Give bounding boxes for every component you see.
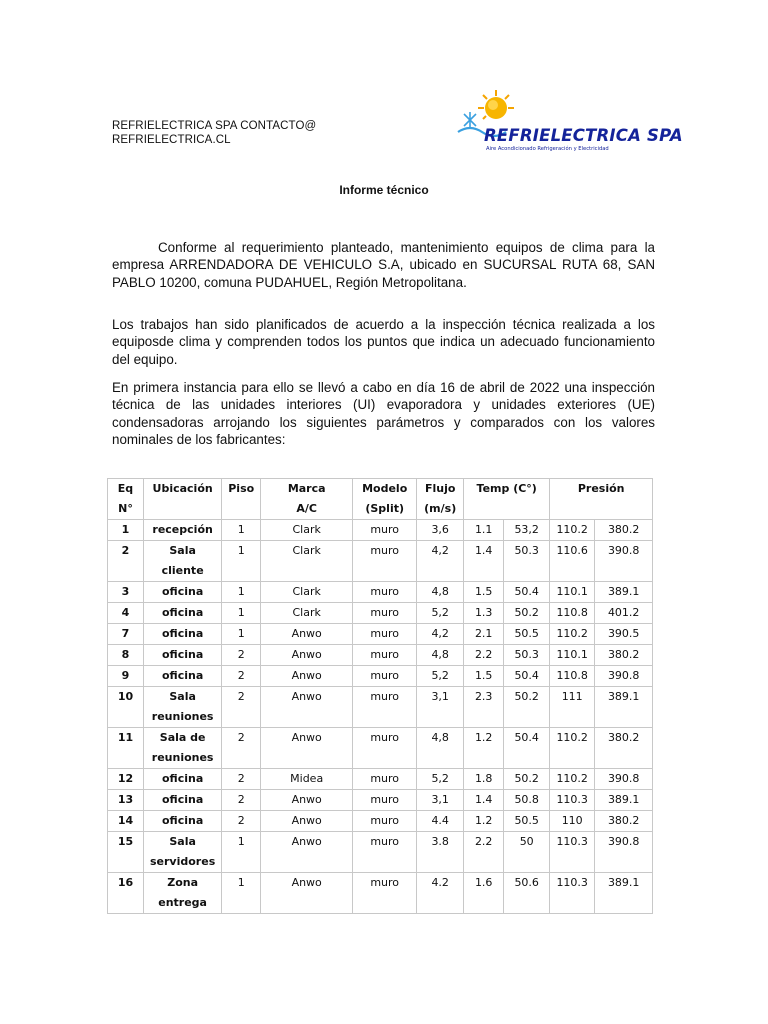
cell-modelo: muro xyxy=(353,520,417,541)
cell-ubicacion: oficina xyxy=(144,769,222,790)
cell-piso: 1 xyxy=(222,832,261,873)
table-row xyxy=(108,520,653,541)
cell-modelo: muro xyxy=(353,769,417,790)
cell-marca: Clark xyxy=(261,520,353,541)
cell-ubicacion: oficina xyxy=(144,811,222,832)
cell-marca: Anwo xyxy=(261,666,353,687)
header-flujo: Flujo (m/s) xyxy=(417,479,464,520)
cell-piso: 2 xyxy=(222,687,261,728)
cell-temp-2: 50 xyxy=(504,832,550,873)
cell-eq: 11 xyxy=(108,728,144,769)
cell-marca: Anwo xyxy=(261,624,353,645)
contact-block xyxy=(112,119,316,147)
cell-presion-2: 380.2 xyxy=(595,811,653,832)
cell-ubicacion: oficina xyxy=(144,790,222,811)
cell-ubicacion: Sala de reuniones xyxy=(144,728,222,769)
cell-modelo: muro xyxy=(353,873,417,914)
header-piso: Piso xyxy=(222,479,261,520)
cell-ubicacion: Sala cliente xyxy=(144,541,222,582)
cell-marca: Anwo xyxy=(261,687,353,728)
cell-presion-1: 110.1 xyxy=(550,582,595,603)
cell-flujo: 5,2 xyxy=(417,769,464,790)
cell-eq: 1 xyxy=(108,520,144,541)
cell-marca: Anwo xyxy=(261,811,353,832)
cell-marca: Anwo xyxy=(261,728,353,769)
cell-eq: 16 xyxy=(108,873,144,914)
cell-eq: 3 xyxy=(108,582,144,603)
cell-presion-2: 390.8 xyxy=(595,769,653,790)
table-row xyxy=(108,832,653,873)
cell-ubicacion: Zona entrega xyxy=(144,873,222,914)
company-logo xyxy=(456,88,683,160)
cell-flujo: 3,6 xyxy=(417,520,464,541)
cell-flujo: 5,2 xyxy=(417,603,464,624)
cell-marca: Anwo xyxy=(261,873,353,914)
logo-name: REFRIELECTRICA SPA xyxy=(484,126,683,145)
cell-ubicacion: oficina xyxy=(144,666,222,687)
cell-temp-1: 2.2 xyxy=(464,645,504,666)
cell-presion-2: 389.1 xyxy=(595,790,653,811)
cell-flujo: 4,2 xyxy=(417,541,464,582)
parameters-table xyxy=(107,478,653,914)
cell-presion-1: 110.2 xyxy=(550,624,595,645)
cell-temp-1: 1.1 xyxy=(464,520,504,541)
cell-presion-1: 111 xyxy=(550,687,595,728)
cell-temp-2: 50.2 xyxy=(504,769,550,790)
table-row xyxy=(108,541,653,582)
cell-ubicacion: oficina xyxy=(144,645,222,666)
cell-temp-2: 50.3 xyxy=(504,541,550,582)
cell-temp-2: 50.4 xyxy=(504,582,550,603)
cell-ubicacion: oficina xyxy=(144,603,222,624)
cell-modelo: muro xyxy=(353,728,417,769)
cell-presion-1: 110.3 xyxy=(550,790,595,811)
cell-presion-2: 401.2 xyxy=(595,603,653,624)
cell-flujo: 3,1 xyxy=(417,790,464,811)
table-header-row xyxy=(108,479,653,520)
cell-ubicacion: recepción xyxy=(144,520,222,541)
cell-flujo: 4,8 xyxy=(417,645,464,666)
intro-text: Conforme al requerimiento planteado, mantenimiento equipos de clima para la empresa ARRENDADORA DE VEHICULO S.A, ubicado en SUCURSAL RUTA 68, SAN PABLO 10200, comuna PUDAHUEL, Región Metropolitana. xyxy=(112,240,655,290)
cell-marca: Anwo xyxy=(261,790,353,811)
header-presion: Presión xyxy=(550,479,653,520)
cell-modelo: muro xyxy=(353,790,417,811)
cell-eq: 15 xyxy=(108,832,144,873)
cell-flujo: 4,8 xyxy=(417,582,464,603)
cell-presion-1: 110.8 xyxy=(550,603,595,624)
cell-piso: 1 xyxy=(222,624,261,645)
cell-eq: 13 xyxy=(108,790,144,811)
cell-modelo: muro xyxy=(353,687,417,728)
header-modelo: Modelo (Split) xyxy=(353,479,417,520)
work-paragraph: Los trabajos han sido planificados de acuerdo a la inspección técnica realizada a los equiposde clima y comprenden todos los puntos que indica un adecuado funcionamiento del equipo. xyxy=(112,317,655,367)
cell-temp-2: 50.6 xyxy=(504,873,550,914)
contact-line-1: REFRIELECTRICA SPA CONTACTO@ xyxy=(112,120,317,132)
table-row xyxy=(108,728,653,769)
table-row xyxy=(108,769,653,790)
cell-temp-1: 1.4 xyxy=(464,541,504,582)
cell-marca: Anwo xyxy=(261,832,353,873)
cell-modelo: muro xyxy=(353,541,417,582)
cell-presion-2: 390.8 xyxy=(595,541,653,582)
cell-flujo: 5,2 xyxy=(417,666,464,687)
sun-icon xyxy=(478,90,514,119)
cell-flujo: 4,8 xyxy=(417,728,464,769)
cell-modelo: muro xyxy=(353,832,417,873)
cell-presion-2: 390.5 xyxy=(595,624,653,645)
cell-temp-2: 50.4 xyxy=(504,728,550,769)
cell-eq: 12 xyxy=(108,769,144,790)
cell-presion-1: 110.3 xyxy=(550,873,595,914)
cell-marca: Clark xyxy=(261,541,353,582)
cell-flujo: 4.4 xyxy=(417,811,464,832)
cell-modelo: muro xyxy=(353,666,417,687)
cell-presion-2: 380.2 xyxy=(595,728,653,769)
header-marca: Marca A/C xyxy=(261,479,353,520)
table-row xyxy=(108,645,653,666)
cell-presion-2: 389.1 xyxy=(595,687,653,728)
header-eq: Eq N° xyxy=(108,479,144,520)
cell-piso: 1 xyxy=(222,582,261,603)
cell-piso: 2 xyxy=(222,645,261,666)
cell-piso: 2 xyxy=(222,790,261,811)
cell-modelo: muro xyxy=(353,645,417,666)
cell-modelo: muro xyxy=(353,582,417,603)
cell-eq: 9 xyxy=(108,666,144,687)
intro-paragraph xyxy=(112,239,655,291)
table-row xyxy=(108,666,653,687)
cell-flujo: 4.2 xyxy=(417,873,464,914)
cell-temp-1: 2.3 xyxy=(464,687,504,728)
cell-temp-1: 1.8 xyxy=(464,769,504,790)
cell-ubicacion: oficina xyxy=(144,582,222,603)
page-title: Informe técnico xyxy=(339,183,429,197)
header-temp: Temp (C°) xyxy=(464,479,550,520)
table-row xyxy=(108,687,653,728)
cell-presion-1: 110.2 xyxy=(550,769,595,790)
cell-temp-1: 1.5 xyxy=(464,582,504,603)
cell-flujo: 3,1 xyxy=(417,687,464,728)
table-row xyxy=(108,790,653,811)
cell-flujo: 3.8 xyxy=(417,832,464,873)
cell-temp-2: 53,2 xyxy=(504,520,550,541)
cell-eq: 10 xyxy=(108,687,144,728)
cell-marca: Clark xyxy=(261,582,353,603)
cell-temp-2: 50.5 xyxy=(504,624,550,645)
cell-presion-1: 110.2 xyxy=(550,728,595,769)
inspection-paragraph: En primera instancia para ello se llevó a cabo en día 16 de abril de 2022 una inspección técnica de las unidades interiores (UI) evaporadora y unidades exteriores (UE) condensadoras arrojando los siguientes parámetros y comparados con los valores nominales de los fabricantes: xyxy=(112,380,655,448)
table-row xyxy=(108,873,653,914)
cell-piso: 2 xyxy=(222,811,261,832)
cell-eq: 8 xyxy=(108,645,144,666)
cell-piso: 2 xyxy=(222,728,261,769)
cell-marca: Midea xyxy=(261,769,353,790)
cell-temp-2: 50.5 xyxy=(504,811,550,832)
cell-eq: 7 xyxy=(108,624,144,645)
cell-presion-2: 380.2 xyxy=(595,645,653,666)
cell-marca: Anwo xyxy=(261,645,353,666)
cell-temp-2: 50.8 xyxy=(504,790,550,811)
cell-modelo: muro xyxy=(353,811,417,832)
cell-presion-1: 110.6 xyxy=(550,541,595,582)
cell-temp-1: 1.5 xyxy=(464,666,504,687)
cell-marca: Clark xyxy=(261,603,353,624)
cell-ubicacion: oficina xyxy=(144,624,222,645)
cell-temp-2: 50.2 xyxy=(504,603,550,624)
cell-temp-1: 1.2 xyxy=(464,811,504,832)
cell-presion-1: 110.8 xyxy=(550,666,595,687)
cell-temp-1: 2.2 xyxy=(464,832,504,873)
cell-modelo: muro xyxy=(353,624,417,645)
table-row xyxy=(108,603,653,624)
cell-presion-1: 110.2 xyxy=(550,520,595,541)
cell-eq: 4 xyxy=(108,603,144,624)
logo-tagline: Aire Acondicionado Refrigeración y Electricidad xyxy=(486,146,609,152)
cell-temp-2: 50.4 xyxy=(504,666,550,687)
cell-presion-2: 390.8 xyxy=(595,832,653,873)
cell-temp-1: 1.2 xyxy=(464,728,504,769)
header-ubicacion: Ubicación xyxy=(144,479,222,520)
contact-line-2: REFRIELECTRICA.CL xyxy=(112,134,231,146)
cell-presion-2: 389.1 xyxy=(595,582,653,603)
cell-flujo: 4,2 xyxy=(417,624,464,645)
cell-presion-2: 389.1 xyxy=(595,873,653,914)
cell-presion-1: 110.1 xyxy=(550,645,595,666)
cell-temp-2: 50.3 xyxy=(504,645,550,666)
cell-piso: 2 xyxy=(222,666,261,687)
cell-eq: 2 xyxy=(108,541,144,582)
cell-temp-1: 1.6 xyxy=(464,873,504,914)
table-row xyxy=(108,624,653,645)
cell-piso: 1 xyxy=(222,541,261,582)
table-row xyxy=(108,811,653,832)
cell-temp-1: 1.3 xyxy=(464,603,504,624)
cell-presion-1: 110.3 xyxy=(550,832,595,873)
cell-presion-1: 110 xyxy=(550,811,595,832)
cell-ubicacion: Sala reuniones xyxy=(144,687,222,728)
table-row xyxy=(108,582,653,603)
cell-temp-1: 2.1 xyxy=(464,624,504,645)
cell-modelo: muro xyxy=(353,603,417,624)
cell-piso: 1 xyxy=(222,520,261,541)
cell-piso: 1 xyxy=(222,873,261,914)
cell-temp-2: 50.2 xyxy=(504,687,550,728)
cell-presion-2: 390.8 xyxy=(595,666,653,687)
cell-piso: 1 xyxy=(222,603,261,624)
cell-temp-1: 1.4 xyxy=(464,790,504,811)
cell-piso: 2 xyxy=(222,769,261,790)
cell-presion-2: 380.2 xyxy=(595,520,653,541)
cell-ubicacion: Sala servidores xyxy=(144,832,222,873)
cell-eq: 14 xyxy=(108,811,144,832)
